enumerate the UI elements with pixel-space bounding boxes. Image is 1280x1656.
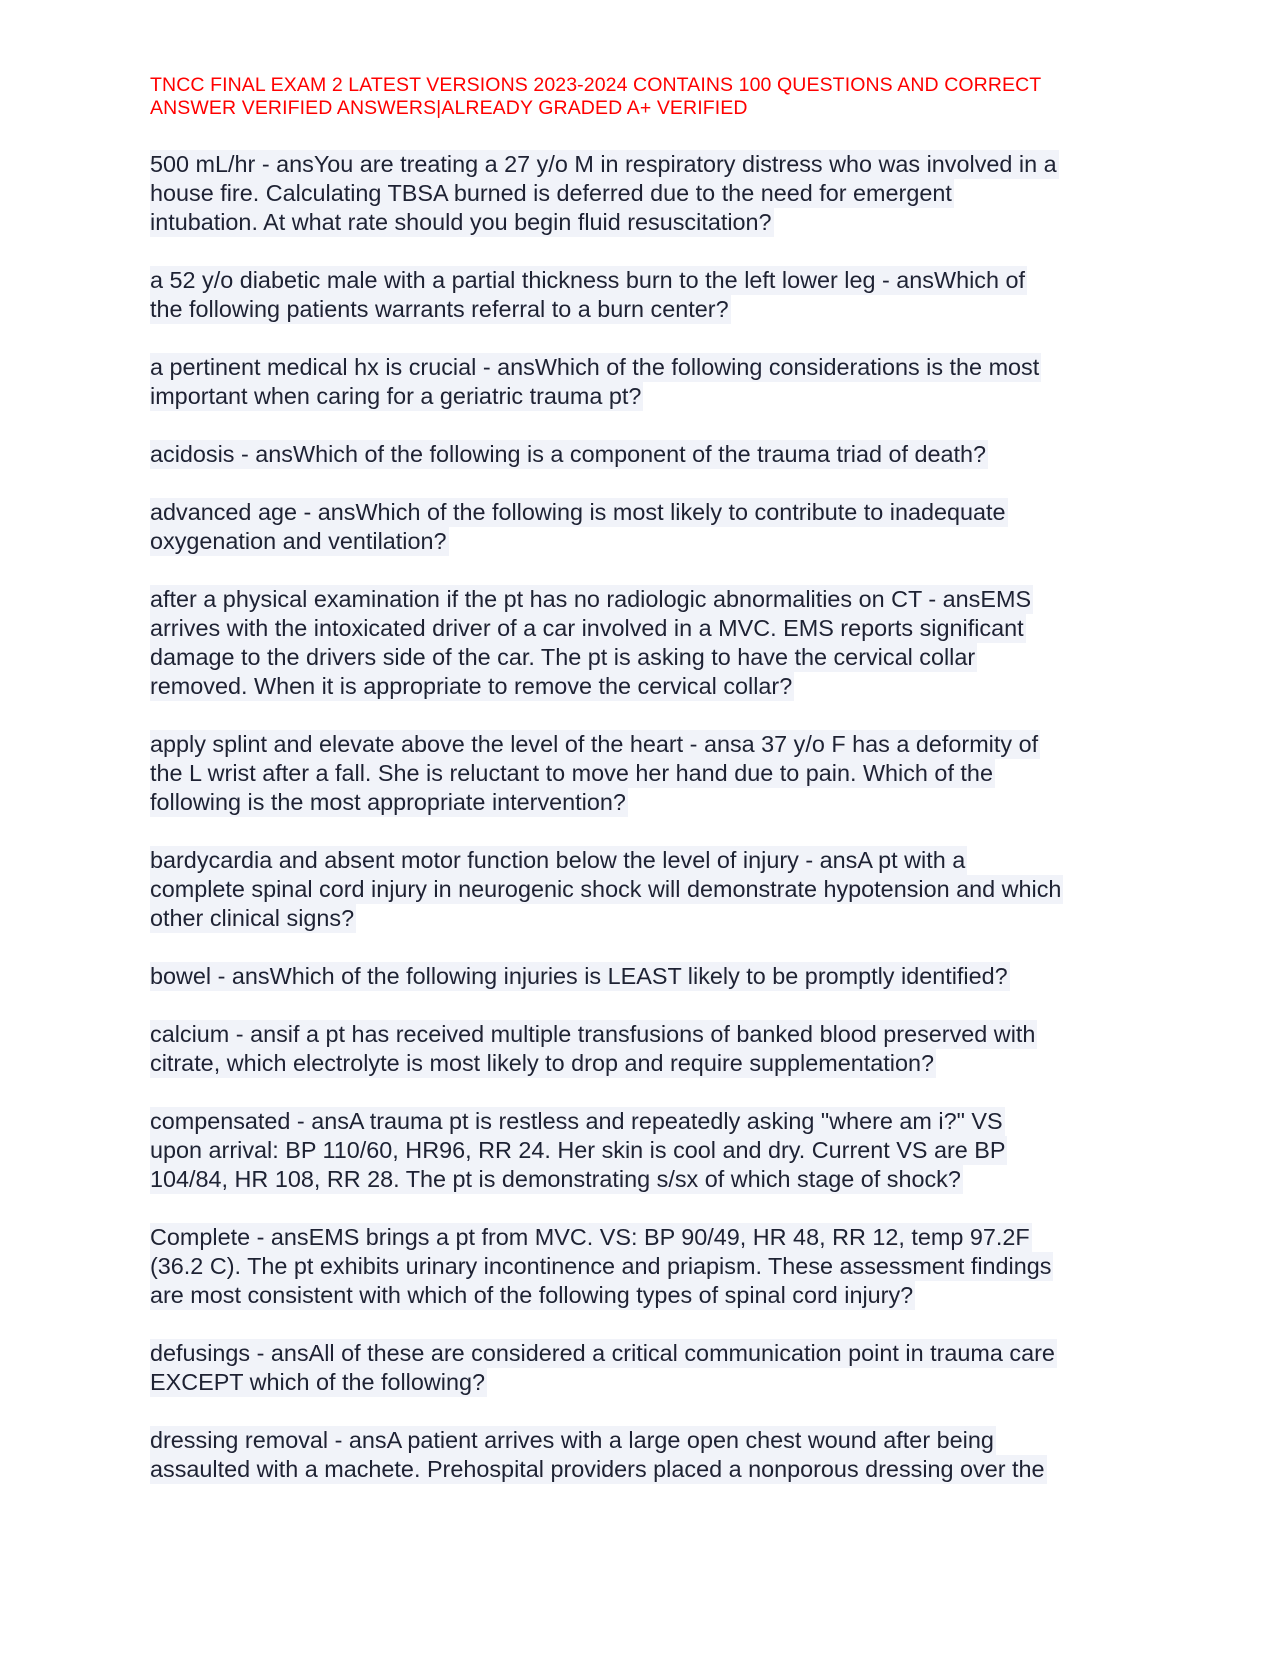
text-line: complete spinal cord injury in neurogenic shock will demonstrate hypotension and which — [150, 876, 1062, 902]
qa-item — [150, 730, 1150, 817]
text-line: EXCEPT which of the following? — [150, 1369, 486, 1395]
text-line: (36.2 C). The pt exhibits urinary incontinence and priapism. These assessment findings — [150, 1253, 1052, 1279]
qa-list — [150, 150, 1150, 1513]
text-line: defusings - ansAll of these are considered a critical communication point in trauma care — [150, 1340, 1055, 1366]
text-line: a pertinent medical hx is crucial - ansWhich of the following considerations is the most — [150, 354, 1040, 380]
text-line: oxygenation and ventilation? — [150, 528, 447, 554]
text-line: calcium - ansif a pt has received multiple transfusions of banked blood preserved with — [150, 1021, 1036, 1047]
text-line: upon arrival: BP 110/60, HR96, RR 24. Her skin is cool and dry. Current VS are BP — [150, 1137, 1006, 1163]
qa-item — [150, 498, 1150, 556]
qa-item — [150, 266, 1150, 324]
text-line: apply splint and elevate above the level of the heart - ansa 37 y/o F has a deformity of — [150, 731, 1039, 757]
qa-item — [150, 440, 1150, 469]
text-line: arrives with the intoxicated driver of a car involved in a MVC. EMS reports significant — [150, 615, 1024, 641]
text-line: Complete - ansEMS brings a pt from MVC. VS: BP 90/49, HR 48, RR 12, temp 97.2F — [150, 1224, 1030, 1250]
qa-item — [150, 846, 1150, 933]
text-line: 500 mL/hr - ansYou are treating a 27 y/o M in respiratory distress who was involved in a — [150, 151, 1057, 177]
qa-item — [150, 1020, 1150, 1078]
text-line: acidosis - ansWhich of the following is a component of the trauma triad of death? — [150, 441, 987, 467]
qa-item — [150, 585, 1150, 701]
qa-item — [150, 353, 1150, 411]
text-line: damage to the drivers side of the car. The pt is asking to have the cervical collar — [150, 644, 976, 670]
qa-item — [150, 1426, 1150, 1484]
text-line: compensated - ansA trauma pt is restless and repeatedly asking "where am i?" VS — [150, 1108, 1003, 1134]
text-line: house fire. Calculating TBSA burned is deferred due to the need for emergent — [150, 180, 952, 206]
qa-item — [150, 150, 1150, 237]
text-line: the following patients warrants referral to a burn center? — [150, 296, 729, 322]
text-line: dressing removal - ansA patient arrives with a large open chest wound after being — [150, 1427, 994, 1453]
text-line: bowel - ansWhich of the following injuries is LEAST likely to be promptly identified? — [150, 963, 1008, 989]
text-line: following is the most appropriate intervention? — [150, 789, 626, 815]
qa-item — [150, 1107, 1150, 1194]
text-line: important when caring for a geriatric trauma pt? — [150, 383, 642, 409]
text-line: intubation. At what rate should you begin fluid resuscitation? — [150, 209, 772, 235]
text-line: other clinical signs? — [150, 905, 355, 931]
text-line: are most consistent with which of the following types of spinal cord injury? — [150, 1282, 914, 1308]
text-line: assaulted with a machete. Prehospital providers placed a nonporous dressing over the — [150, 1456, 1045, 1482]
title-line-1: TNCC FINAL EXAM 2 LATEST VERSIONS 2023-2024 CONTAINS 100 QUESTIONS AND CORRECT — [150, 74, 1042, 96]
text-line: advanced age - ansWhich of the following is most likely to contribute to inadequate — [150, 499, 1006, 525]
text-line: removed. When it is appropriate to remove the cervical collar? — [150, 673, 793, 699]
title-line-2: ANSWER VERIFIED ANSWERS|ALREADY GRADED A+ VERIFIED — [150, 97, 748, 119]
text-line: a 52 y/o diabetic male with a partial thickness burn to the left lower leg - ansWhich of — [150, 267, 1025, 293]
text-line: after a physical examination if the pt has no radiologic abnormalities on CT - ansEMS — [150, 586, 1032, 612]
document-title — [150, 74, 1130, 120]
qa-item — [150, 962, 1150, 991]
qa-item — [150, 1223, 1150, 1310]
qa-item — [150, 1339, 1150, 1397]
text-line: 104/84, HR 108, RR 28. The pt is demonstrating s/sx of which stage of shock? — [150, 1166, 961, 1192]
text-line: bardycardia and absent motor function below the level of injury - ansA pt with a — [150, 847, 966, 873]
text-line: the L wrist after a fall. She is reluctant to move her hand due to pain. Which of the — [150, 760, 993, 786]
text-line: citrate, which electrolyte is most likely to drop and require supplementation? — [150, 1050, 934, 1076]
